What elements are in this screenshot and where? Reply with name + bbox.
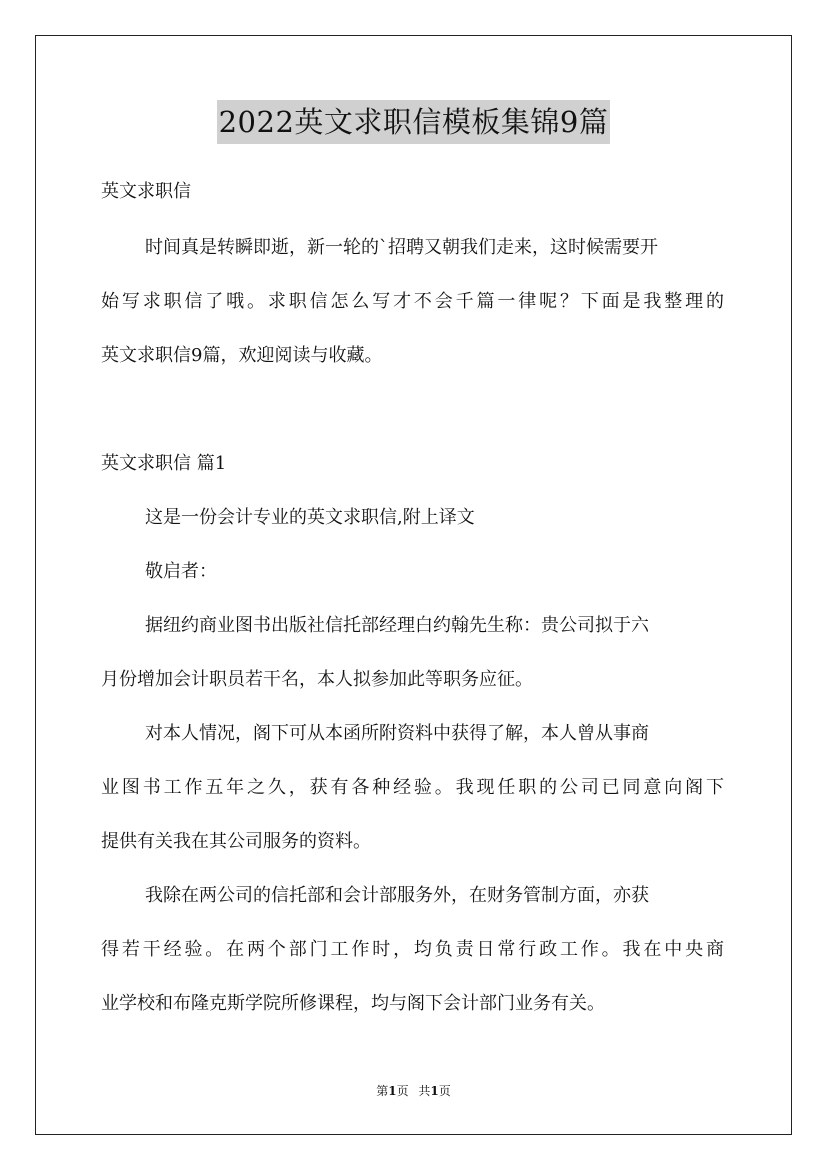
intro-line-1: 时间真是转瞬即逝，新一轮的`招聘又朝我们走来，这时候需要开 xyxy=(145,237,658,258)
article-heading: 英文求职信 篇1 xyxy=(101,453,227,474)
body-line-8: 我除在两公司的信托部和会计部服务外，在财务管制方面，亦获 xyxy=(145,885,649,906)
page-footer xyxy=(0,1083,827,1099)
body-line-3: 据纽约商业图书出版社信托部经理白约翰先生称：贵公司拟于六 xyxy=(145,615,649,636)
document-title: 2022英文求职信模板集锦9篇 xyxy=(217,100,611,144)
body-line-6: 业图书工作五年之久，获有各种经验。我现任职的公司已同意向阁下 xyxy=(101,777,724,798)
body-line-10: 业学校和布隆克斯学院所修课程，均与阁下会计部门业务有关。 xyxy=(101,993,605,1014)
body-line-7: 提供有关我在其公司服务的资料。 xyxy=(101,831,371,852)
body-line-9: 得若干经验。在两个部门工作时，均负责日常行政工作。我在中央商 xyxy=(101,939,724,960)
body-line-5: 对本人情况，阁下可从本函所附资料中获得了解，本人曾从事商 xyxy=(145,723,649,744)
body-line-4: 月份增加会计职员若干名，本人拟参加此等职务应征。 xyxy=(101,669,533,690)
intro-line-2: 始写求职信了哦。求职信怎么写才不会千篇一律呢？下面是我整理的 xyxy=(101,291,724,312)
page-indicator: 第1页 xyxy=(376,1084,409,1098)
body-line-1: 这是一份会计专业的英文求职信,附上译文 xyxy=(145,507,475,528)
section-heading: 英文求职信 xyxy=(101,181,191,202)
body-line-2: 敬启者： xyxy=(145,561,217,582)
total-pages-indicator: 共1页 xyxy=(418,1084,451,1098)
intro-line-3: 英文求职信9篇，欢迎阅读与收藏。 xyxy=(101,345,383,366)
title-container xyxy=(0,100,827,144)
